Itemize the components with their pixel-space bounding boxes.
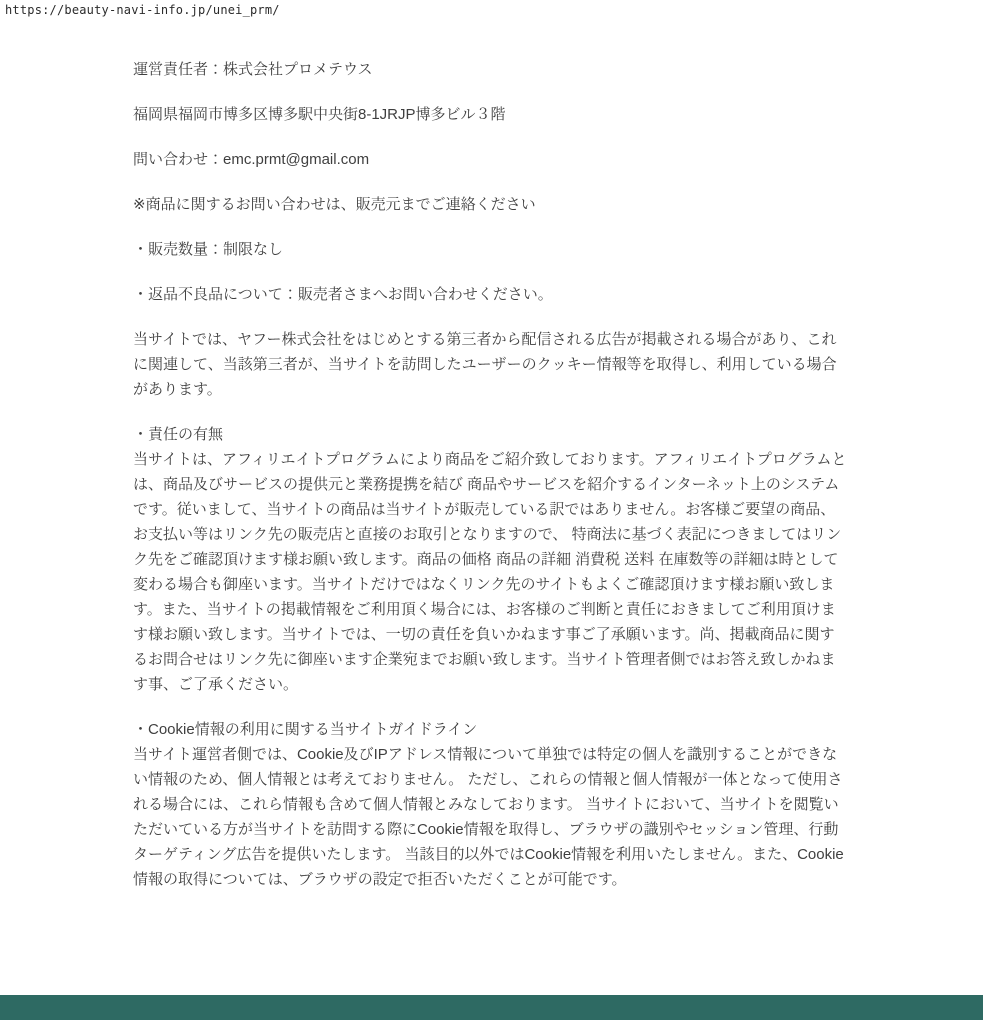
product-inquiry-note: ※商品に関するお問い合わせは、販売元までご連絡ください <box>133 196 536 213</box>
cookie-guideline-body: 当サイト運営者側では、Cookie及びIPアドレス情報について単独では特定の個人を識別することができない情報のため、個人情報とは考えておりません。 ただし、これらの情報と個人情報が一体となって使用される場合には、これら情報も含めて個人情報とみなしております。 当サイトにおいて、当サイトを閲覧いただいている方が当サイトを訪問する際にCookie情報を取得し、ブラウザの識別やセッション管理、行動ターゲティング広告を提供いたします。 当該目的以外ではCookie情報を利用いたしません。また、Cookie情報の取得については、ブラウザの設定で拒否いただくことが可能です。 <box>133 746 844 888</box>
liability-body: 当サイトは、アフィリエイトプログラムにより商品をご紹介致しております。アフィリエイトプログラムとは、商品及びサービスの提供元と業務提携を結び 商品やサービスを紹介するインターネット上のシステムです。従いまして、当サイトの商品は当サイトが販売している訳ではありません。お客様ご要望の商品、お支払い等はリンク先の販売店と直接のお取引となりますので、 特商法に基づく表記につきましてはリンク先をご確認頂けます様お願い致します。商品の価格 商品の詳細 消費税 送料 在庫数等の詳細は時として変わる場合も御座います。当サイトだけではなくリンク先のサイトもよくご確認頂けます様お願い致します。また、当サイトの掲載情報をご利用頂く場合には、お客様のご判断と責任におきましてご利用頂けます様お願い致します。当サイトでは、一切の責任を負いかねます事ご了承願います。尚、掲載商品に関するお問合せはリンク先に御座います企業宛までお願い致します。当サイト管理者側ではお答え致しかねます事、ご了承ください。 <box>133 451 847 693</box>
sales-quantity-line: ・販売数量：制限なし <box>133 241 284 258</box>
operator-line: 運営責任者：株式会社プロメテウス <box>133 61 373 78</box>
printed-page-url: https://beauty-navi-info.jp/unei_prm/ <box>5 3 280 17</box>
legal-info-content <box>133 57 849 912</box>
liability-section <box>133 422 849 697</box>
returns-line: ・返品不良品について：販売者さまへお問い合わせください。 <box>133 286 553 303</box>
contact-line: 問い合わせ：emc.prmt@gmail.com <box>133 151 370 168</box>
cookie-guideline-heading: ・Cookie情報の利用に関する当サイトガイドライン <box>133 721 478 738</box>
footer-color-bar <box>0 995 983 1020</box>
address-line: 福岡県福岡市博多区博多駅中央街8-1JRJP博多ビル３階 <box>133 106 506 123</box>
third-party-ads-paragraph: 当サイトでは、ヤフー株式会社をはじめとする第三者から配信される広告が掲載される場合があり、これに関連して、当該第三者が、当サイトを訪問したユーザーのクッキー情報等を取得し、利用している場合があります。 <box>133 331 837 398</box>
liability-heading: ・責任の有無 <box>133 426 224 443</box>
cookie-section <box>133 717 849 892</box>
